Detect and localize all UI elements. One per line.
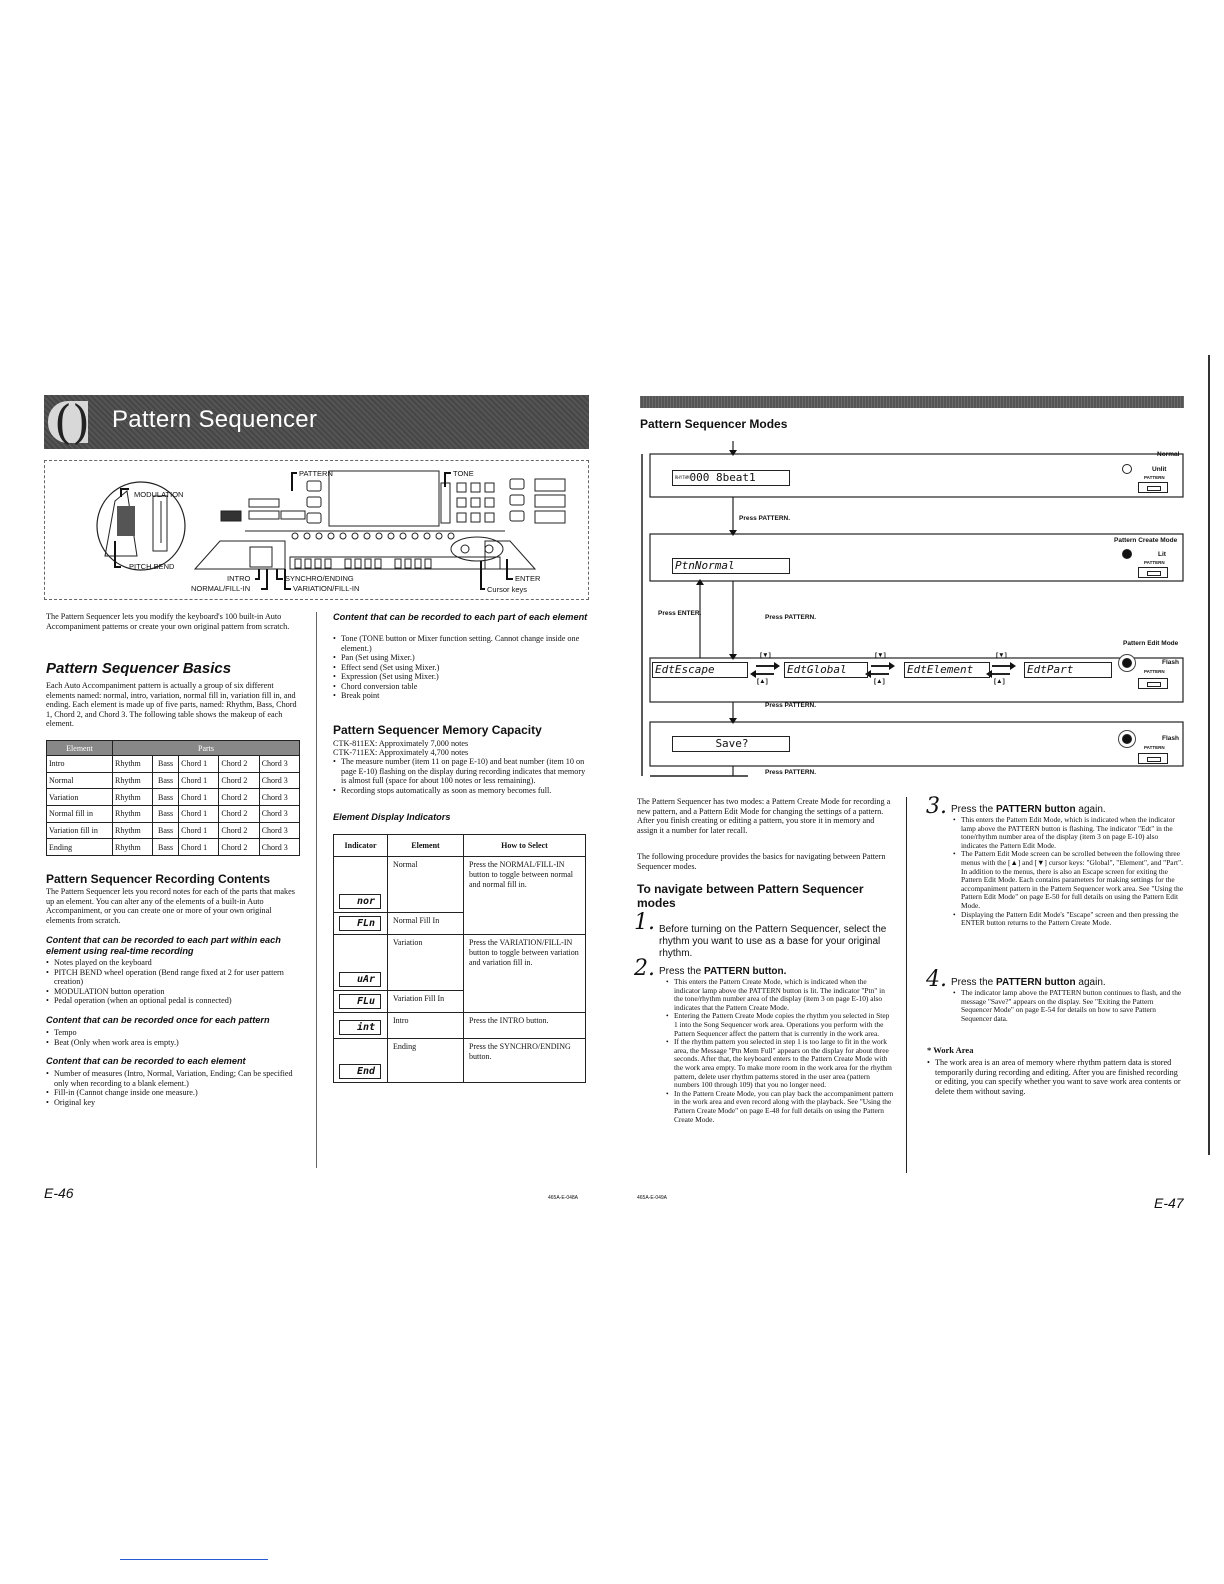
down-key-3: [▼] — [996, 652, 1007, 659]
realtime-list — [46, 958, 302, 1006]
element-cell: Variation — [47, 789, 113, 806]
pitch-bend-label: PITCH BEND — [129, 562, 175, 571]
part-cell: Chord 3 — [259, 822, 299, 839]
step3-post: again. — [1075, 804, 1106, 815]
table-row — [334, 1013, 586, 1039]
enter-label: ENTER — [515, 574, 541, 583]
procedure-paragraph: The following procedure provides the basics for navigating between Pattern Sequencer modes. — [637, 852, 886, 871]
press-pattern-1: Press PATTERN. — [739, 515, 791, 522]
part-cell: Chord 2 — [219, 756, 259, 773]
up-key-1: [▲] — [757, 678, 768, 685]
list-item: • Original key — [46, 1098, 302, 1108]
synchro-label: SYNCHRO/ENDING — [285, 574, 354, 583]
part-cell: Chord 2 — [219, 822, 259, 839]
how-cell: Press the INTRO button. — [464, 1013, 586, 1039]
memory-heading: Pattern Sequencer Memory Capacity — [333, 723, 542, 737]
list-item: • Notes played on the keyboard — [46, 958, 302, 968]
part-cell: Chord 1 — [179, 772, 219, 789]
indicator-cell — [334, 935, 388, 991]
eachpart-list — [333, 634, 589, 701]
display-edit-element: EdtElement — [904, 662, 990, 678]
recording-paragraph: The Pattern Sequencer lets you record notes for each of the parts that makes up an element. You can alter any of the elements of a built-in Auto Accompaniment, or you can create one or more of your own original elements from scratch. — [46, 887, 295, 925]
display-edit-escape: EdtEscape — [652, 662, 748, 678]
pattern-label: PATTERN — [299, 469, 333, 478]
element-cell: Intro — [47, 756, 113, 773]
how-cell: Press the SYNCHRO/ENDING button. — [464, 1039, 586, 1083]
list-item: • Pedal operation (when an optional pedal is connected) — [46, 996, 302, 1006]
lit-label: Lit — [1158, 551, 1166, 558]
element-heading: Content that can be recorded to each element — [46, 1056, 246, 1066]
display-normal — [672, 470, 790, 486]
how-cell: Press the NORMAL/FILL-IN button to toggle between normal and normal fill in. — [464, 857, 586, 935]
modes-paragraph: The Pattern Sequencer has two modes: a Pattern Create Mode for recording a new pattern, and a Pattern Edit Mode for changing the settings of a pattern. After you finish creating or editing a pattern, you store it in memory and assign it a number for later recall. — [637, 797, 891, 835]
cursor-keys-label: Cursor keys — [487, 585, 528, 594]
display-rhythm-prefix: RHYTHM — [675, 475, 690, 480]
once-heading: Content that can be recorded once for each pattern — [46, 1015, 270, 1025]
table-row — [47, 822, 300, 839]
display-edit-global: EdtGlobal — [784, 662, 868, 678]
step3-number: 3. — [926, 794, 947, 819]
lcd-indicator: uAr — [339, 972, 381, 987]
step4-post: again. — [1075, 977, 1106, 988]
left-page-number: E-46 — [44, 1185, 74, 1201]
list-item: • PITCH BEND wheel operation (Bend range fixed at 2 for user pattern creation) — [46, 968, 302, 987]
part-cell: Chord 1 — [179, 789, 219, 806]
memory-line-1: CTK-811EX: Approximately 7,000 notes — [333, 739, 469, 748]
flash-lamp-1 — [1122, 658, 1132, 668]
lit-lamp — [1122, 549, 1132, 559]
element-name-cell: Variation — [388, 935, 464, 991]
part-cell: Bass — [152, 789, 178, 806]
unlit-label: Unlit — [1152, 466, 1167, 473]
pattern-small-4: PATTERN — [1144, 745, 1165, 750]
list-item: • Chord conversion table — [333, 682, 589, 692]
banner-bracket-icon: () — [54, 395, 90, 449]
recording-heading: Pattern Sequencer Recording Contents — [46, 872, 271, 886]
realtime-heading: Content that can be recorded to each part within each element using real-time recording — [46, 935, 281, 956]
modes-heading: Pattern Sequencer Modes — [640, 417, 788, 431]
indicator-table — [333, 834, 586, 1083]
up-key-2: [▲] — [874, 678, 885, 685]
ind-header-how: How to Select — [464, 835, 586, 857]
list-item: • Tempo — [46, 1028, 302, 1038]
step4-number: 4. — [926, 967, 947, 992]
table-row — [47, 789, 300, 806]
table-row — [47, 839, 300, 856]
indicator-cell — [334, 991, 388, 1013]
flash-label-2: Flash — [1162, 735, 1179, 742]
list-item: • Break point — [333, 691, 589, 701]
modulation-label: MODULATION — [134, 490, 184, 499]
step2-number: 2. — [634, 956, 655, 981]
table-row — [334, 1039, 586, 1083]
element-name-cell: Ending — [388, 1039, 464, 1083]
bottom-link-line — [120, 1559, 268, 1560]
page-title: Pattern Sequencer — [112, 406, 318, 433]
normal-fill-label: NORMAL/FILL-IN — [191, 584, 251, 593]
parts-header-parts: Parts — [113, 741, 300, 756]
element-name-cell: Normal Fill In — [388, 913, 464, 935]
list-item: • The indicator lamp above the PATTERN button continues to flash, and the message "Save?" appears on the display. See "Exiting the Pattern Sequencer Mode" on page E-54 for details on how to save Pattern Sequencer data. — [953, 989, 1184, 1023]
lcd-indicator: nor — [339, 894, 381, 909]
part-cell: Rhythm — [113, 839, 153, 856]
page-edge-line — [1208, 355, 1210, 1155]
element-name-cell: Intro — [388, 1013, 464, 1039]
intro-paragraph: The Pattern Sequencer lets you modify the keyboard's 100 built-in Auto Accompaniment patterns or create your own original pattern from scratch. — [46, 612, 290, 631]
step2-pre: Press the — [659, 966, 705, 977]
list-item: • Tone (TONE button or Mixer function setting. Cannot change inside one element.) — [333, 634, 589, 653]
element-cell: Normal — [47, 772, 113, 789]
press-enter: Press ENTER. — [658, 610, 702, 617]
display-normal-text: 000 8beat1 — [689, 471, 756, 484]
indicator-cell — [334, 857, 388, 913]
intro-label: INTRO — [227, 574, 251, 583]
part-cell: Rhythm — [113, 822, 153, 839]
pattern-small-1: PATTERN — [1144, 475, 1165, 480]
part-cell: Chord 3 — [259, 839, 299, 856]
table-row — [47, 756, 300, 773]
list-item: • Expression (Set using Mixer.) — [333, 672, 589, 682]
list-item: • Displaying the Pattern Edit Mode's "Escape" screen and then pressing the ENTER button returns to the Pattern Create Mode. — [953, 911, 1184, 928]
flash-label-1: Flash — [1162, 659, 1179, 666]
pattern-button-icon-2 — [1138, 567, 1168, 578]
display-create: PtnNormal — [672, 558, 790, 574]
lcd-indicator: FLu — [339, 994, 381, 1009]
part-cell: Chord 2 — [219, 789, 259, 806]
part-cell: Bass — [152, 772, 178, 789]
list-item: • If the rhythm pattern you selected in step 1 is too large to fit in the work area, the Message "Ptn Mem Full" appears on the display for about three seconds. After that, the keyboard enters to the Pattern Create Mode with the work area empty. To make more room in the work area for the rhythm pattern, delete user rhythm patterns stored in the user area (pattern numbers 100 through 109) that you no longer need. — [666, 1038, 894, 1090]
memory-list — [333, 757, 589, 795]
flash-lamp-2 — [1122, 734, 1132, 744]
list-item: • This enters the Pattern Create Mode, which is indicated when the indicator lamp above the PATTERN button is lit. The indicator "Ptn" in the tone/rhythm number area of the display (item 3 on page E-10) also indicates that the Pattern Create Mode. — [666, 978, 894, 1012]
part-cell: Chord 2 — [219, 806, 259, 823]
part-cell: Rhythm — [113, 756, 153, 773]
element-cell: Ending — [47, 839, 113, 856]
part-cell: Chord 3 — [259, 756, 299, 773]
indicator-cell — [334, 1013, 388, 1039]
lcd-indicator: int — [339, 1020, 381, 1035]
right-code: 465A-E-049A — [637, 1195, 668, 1201]
press-pattern-2: Press PATTERN. — [765, 614, 817, 621]
element-cell: Variation fill in — [47, 822, 113, 839]
pattern-small-3: PATTERN — [1144, 669, 1165, 674]
indicator-cell — [334, 1039, 388, 1083]
tone-label: TONE — [453, 469, 474, 478]
indicators-heading: Element Display Indicators — [333, 812, 451, 822]
part-cell: Bass — [152, 822, 178, 839]
element-name-cell: Normal — [388, 857, 464, 913]
part-cell: Chord 2 — [219, 772, 259, 789]
mode-diagram-lines — [638, 440, 1187, 780]
right-column-divider — [906, 797, 907, 1173]
work-list — [927, 1058, 1183, 1096]
step4-bold: PATTERN button — [996, 977, 1076, 988]
keyboard-illustration — [44, 460, 589, 600]
title-banner — [44, 395, 589, 449]
pattern-button-icon-4 — [1138, 753, 1168, 764]
press-pattern-3: Press PATTERN. — [765, 702, 817, 709]
ind-header-element: Element — [388, 835, 464, 857]
part-cell: Chord 1 — [179, 756, 219, 773]
nav-heading: To navigate between Pattern Sequencer modes — [637, 882, 864, 910]
part-cell: Rhythm — [113, 772, 153, 789]
step2-bold: PATTERN button. — [704, 966, 787, 977]
part-cell: Rhythm — [113, 789, 153, 806]
pattern-button-icon-1 — [1138, 482, 1168, 493]
table-row — [47, 772, 300, 789]
part-cell: Chord 3 — [259, 806, 299, 823]
column-divider — [316, 612, 317, 1168]
list-item: • Pan (Set using Mixer.) — [333, 653, 589, 663]
display-save: Save? — [672, 736, 790, 752]
display-edit-part: EdtPart — [1024, 662, 1112, 678]
pattern-button-icon-3 — [1138, 678, 1168, 689]
list-item: • The work area is an area of memory where rhythm pattern data is stored temporarily during recording and editing. After you are finished recording or editing, you can specify whether you want to save work area contents or delete them without saving. — [927, 1058, 1183, 1096]
part-cell: Chord 3 — [259, 789, 299, 806]
step4-list — [953, 989, 1184, 1023]
basics-heading: Pattern Sequencer Basics — [46, 660, 232, 677]
step2-list — [666, 978, 894, 1124]
unlit-lamp — [1122, 464, 1132, 474]
parts-table — [46, 740, 300, 856]
part-cell: Chord 3 — [259, 772, 299, 789]
part-cell: Bass — [152, 806, 178, 823]
parts-header-element: Element — [47, 741, 113, 756]
memory-line-2: CTK-711EX: Approximately 4,700 notes — [333, 748, 469, 757]
down-key-1: [▼] — [760, 652, 771, 659]
table-row — [47, 806, 300, 823]
indicator-cell — [334, 913, 388, 935]
part-cell: Chord 2 — [219, 839, 259, 856]
part-cell: Bass — [152, 839, 178, 856]
normal-mode-label: Normal — [1157, 451, 1180, 458]
right-banner — [640, 396, 1184, 408]
list-item: • Effect send (Set using Mixer.) — [333, 663, 589, 673]
lcd-indicator: FLn — [339, 916, 381, 931]
list-item: • The measure number (item 11 on page E-10) and beat number (item 10 on page E-10) flashing on the display during recording indicates that memory is almost full (space for about 100 notes or less remaining). — [333, 757, 589, 786]
once-list — [46, 1028, 302, 1047]
create-mode-label: Pattern Create Mode — [1114, 537, 1178, 544]
part-cell: Chord 1 — [179, 839, 219, 856]
how-cell: Press the VARIATION/FILL-IN button to toggle between variation and variation fill in. — [464, 935, 586, 1013]
lcd-indicator: End — [339, 1064, 381, 1079]
element-name-cell: Variation Fill In — [388, 991, 464, 1013]
step1-number: 1. — [634, 910, 655, 935]
element-cell: Normal fill in — [47, 806, 113, 823]
step1-text: Before turning on the Pattern Sequencer, select the rhythm you want to use as a base for your original rhythm. — [659, 924, 887, 959]
step3-list — [953, 816, 1184, 928]
step3-pre: Press the — [951, 804, 997, 815]
down-key-2: [▼] — [875, 652, 886, 659]
work-heading: * Work Area — [927, 1045, 974, 1055]
list-item: • Number of measures (Intro, Normal, Variation, Ending; Can be specified only when recording to a blank element.) — [46, 1069, 302, 1088]
list-item: • Fill-in (Cannot change inside one measure.) — [46, 1088, 302, 1098]
list-item: • In the Pattern Create Mode, you can play back the accompaniment pattern in the work area and even record along with the playback. See "Using the Pattern Create Mode" on page E-48 for full details on using the Pattern Create Mode. — [666, 1090, 894, 1124]
edit-mode-label: Pattern Edit Mode — [1123, 640, 1179, 647]
element-list — [46, 1069, 302, 1107]
list-item: • Beat (Only when work area is empty.) — [46, 1038, 302, 1048]
step3-bold: PATTERN button — [996, 804, 1076, 815]
list-item: • Recording stops automatically as soon as memory becomes full. — [333, 786, 589, 796]
basics-paragraph: Each Auto Accompaniment pattern is actually a group of six different elements named: normal, intro, variation, normal fill in, variation fill in, and ending. Each element is made up of five parts, named: Rhythm, Bass, Chord 1, Chord 2, and Chord 3. The following table shows the makeup of each element. — [46, 681, 297, 729]
step4-pre: Press the — [951, 977, 997, 988]
left-code: 465A-E-048A — [548, 1195, 579, 1201]
right-page-number: E-47 — [1154, 1195, 1184, 1211]
mode-diagram — [638, 440, 1187, 780]
part-cell: Bass — [152, 756, 178, 773]
part-cell: Chord 1 — [179, 822, 219, 839]
table-row — [334, 935, 586, 991]
table-row — [334, 857, 586, 913]
list-item: • The Pattern Edit Mode screen can be scrolled between the following three menus with the [▲] and [▼] cursor keys: "Global", "Element", and "Part". In addition to the menus, there is also an Escape screen for exiting the Pattern Edit Mode. Each contains parameters for making settings for the accompaniment pattern in the Pattern Sequencer work area. See "Using the Pattern Edit Mode" on page E-50 for full details on using the Pattern Edit Mode. — [953, 850, 1184, 910]
list-item: • This enters the Pattern Edit Mode, which is indicated when the indicator lamp above the PATTERN button is flashing. The indicator "Edt" in the tone/rhythm number area of the display (item 3 on page E-10) also indicates the Pattern Edit Mode. — [953, 816, 1184, 850]
variation-label: VARIATION/FILL-IN — [293, 584, 360, 593]
up-key-3: [▲] — [994, 678, 1005, 685]
ind-header-indicator: Indicator — [334, 835, 388, 857]
press-pattern-4: Press PATTERN. — [765, 769, 817, 776]
list-item: • Entering the Pattern Create Mode copies the rhythm you selected in Step 1 into the Song Sequencer work area. Operations you perform with the Pattern Sequencer affect the pattern that is currently in the work area. — [666, 1012, 894, 1038]
eachpart-heading: Content that can be recorded to each part of each element — [333, 612, 588, 622]
list-item: • MODULATION button operation — [46, 987, 302, 997]
pattern-small-2: PATTERN — [1144, 560, 1165, 565]
part-cell: Chord 1 — [179, 806, 219, 823]
part-cell: Rhythm — [113, 806, 153, 823]
